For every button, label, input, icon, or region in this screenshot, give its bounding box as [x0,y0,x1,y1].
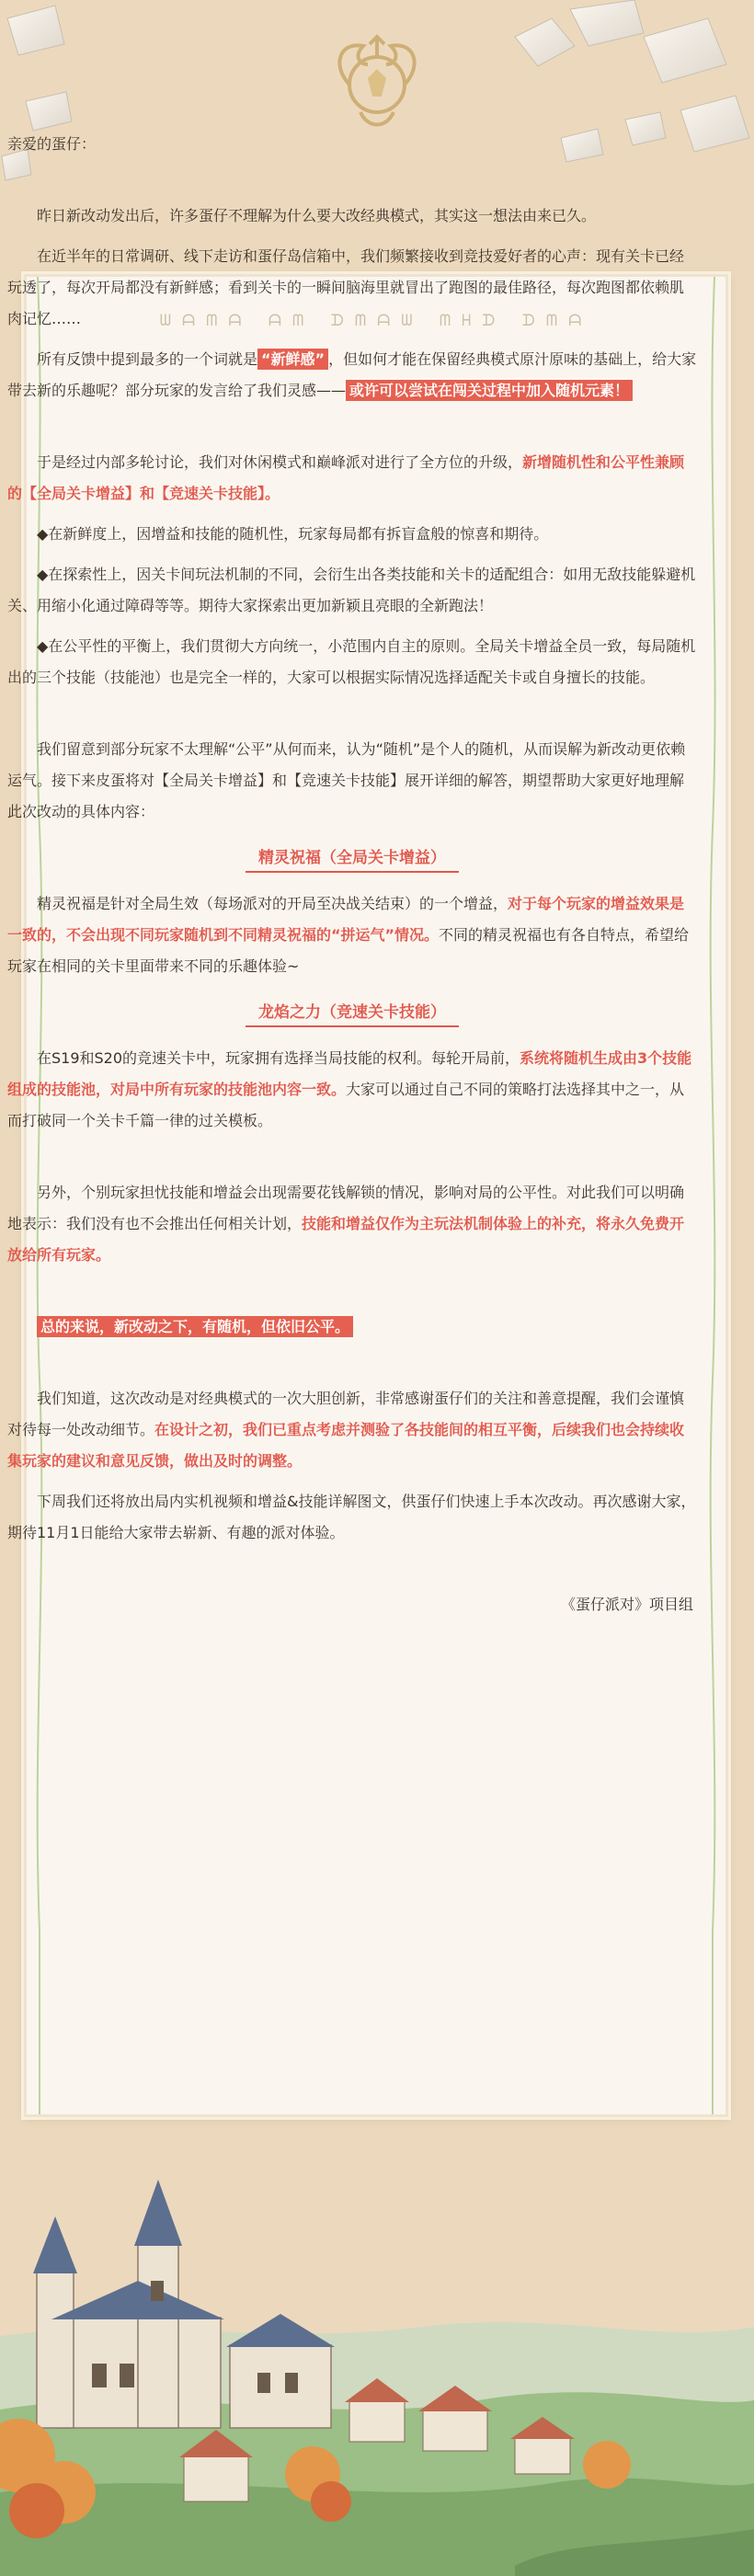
castle-landscape [0,2106,754,2576]
section-title-race-skill: 龙焰之力（竞速关卡技能） [7,997,697,1028]
paragraph-3: 所有反馈中提到最多的一个词就是 “新鲜感” ，但如何才能在保留经典模式原汁原味的基础上，给大家带去新的乐趣呢？部分玩家的发言给了我们灵感—— 或许可以尝试在闯关过程中加入随机元素！ [7,350,697,399]
greeting: 亲爱的蛋仔： [7,135,97,153]
card-header-script: ᗯᗩᗰᗩ ᗩᗰ ᗪᗰᗩᗯ ᗰᕼᗪ ᗪᗰᗩ [159,312,593,330]
highlight-freshness: “新鲜感” [257,349,328,370]
section-title-global-buff: 精灵祝福（全局关卡增益） [7,842,697,874]
summary-line [7,1311,697,1343]
highlight-summary: 总的来说，新改动之下，有随机，但依旧公平。 [37,1316,353,1337]
paragraph-8: 另外，个别玩家担忧技能和增益会出现需要花钱解锁的情况，影响对局的公平性。对此我们可以明确地表示：我们没有也不会推出任何相关计划，技能和增益仅作为主玩法机制体验上的补充，将永久免费开放给所有玩家。 [7,1184,685,1264]
paragraph-9: 我们知道，这次改动是对经典模式的一次大胆创新，非常感谢蛋仔们的关注和善意提醒，我们会谨慎对待每一处改动细节。在设计之初，我们已重点考虑并测验了各技能间的相互平衡，后续我们也会持续收集玩家的建议和意见反馈，做出及时的调整。 [7,1390,685,1470]
emphasis-new-features: 新增随机性和公平性兼顾的【全局关卡增益】和【竞速关卡技能】 [7,453,685,502]
dragon-crest-icon [313,28,441,138]
letter-body [7,129,697,1620]
paragraph-5: 我们留意到部分玩家不太理解“公平”从何而来，认为“随机”是个人的随机，从而误解为新改动更依赖运气。接下来皮蛋将对【全局关卡增益】和【竞速关卡技能】展开详细的解答，期望帮助大家更好地理解此次改动的具体内容： [7,740,686,820]
emphasis-free-forever: 技能和增益仅作为主玩法机制体验上的补充，将永久免费开放给所有玩家。 [7,1215,685,1264]
paragraph-4: 于是经过内部多轮讨论，我们对休闲模式和巅峰派对进行了全方位的升级，新增随机性和公平性兼顾的【全局关卡增益】和【竞速关卡技能】。 [7,453,685,502]
bullet-fairness: ◆在公平性的平衡上，我们贯彻大方向统一，小范围内自主的原则。全局关卡增益全员一致，每局随机出的三个技能（技能池）也是完全一样的，大家可以根据实际情况选择适配关卡或自身擅长的技能。 [7,637,696,686]
emphasis-skill-pool: 系统将随机生成由3个技能组成的技能池，对局中所有玩家的技能池内容一致。 [7,1049,692,1098]
bullet-freshness: ◆在新鲜度上，因增益和技能的随机性，玩家每局都有拆盲盒般的惊喜和期待。 [37,525,549,543]
emphasis-balance: 在设计之初，我们已重点考虑并测验了各技能间的相互平衡，后续我们也会持续收集玩家的建议和意见反馈，做出及时的调整。 [7,1421,685,1470]
emphasis-buff-consistent: 对于每个玩家的增益效果是一致的，不会出现不同玩家随机到不同精灵祝福的“拼运气”情况。 [7,895,685,944]
bullet-exploration: ◆在探索性上，因关卡间玩法机制的不同，会衍生出各类技能和关卡的适配组合：如用无敌技能躲避机关、用缩小化通过障碍等等。期待大家探索出更加新颖且亮眼的全新跑法！ [7,566,696,614]
paragraph-6: 精灵祝福是针对全局生效（每场派对的开局至决战关结束）的一个增益，对于每个玩家的增益效果是一致的，不会出现不同玩家随机到不同精灵祝福的“拼运气”情况。不同的精灵祝福也有各自特点，希望给玩家在相同的关卡里面带来不同的乐趣体验~ [7,895,690,975]
paragraph-10: 下周我们还将放出局内实机视频和增益&技能详解图文，供蛋仔们快速上手本次改动。再次感谢大家，期待11月1日能给大家带去崭新、有趣的派对体验。 [7,1493,696,1541]
paragraph-1: 昨日新改动发出后，许多蛋仔不理解为什么要大改经典模式，其实这一想法由来已久。 [37,207,597,224]
paragraph-7: 在S19和S20的竞速关卡中，玩家拥有选择当局技能的权利。每轮开局前，系统将随机生成由3个技能组成的技能池，对局中所有玩家的技能池内容一致。大家可以通过自己不同的策略打法选择其中之一，从而打破同一个关卡千篇一律的过关模板。 [7,1049,692,1129]
signature: 《蛋仔派对》项目组 [560,1596,693,1613]
highlight-random-elements: 或许可以尝试在闯关过程中加入随机元素！ [346,380,633,401]
paragraph-2: 在近半年的日常调研、线下走访和蛋仔岛信箱中，我们频繁接收到竞技爱好者的心声：现有关卡已经玩透了，每次开局都没有新鲜感；看到关卡的一瞬间脑海里就冒出了跑图的最佳路径，每次跑图都依赖肌肉记忆…… [7,247,685,327]
